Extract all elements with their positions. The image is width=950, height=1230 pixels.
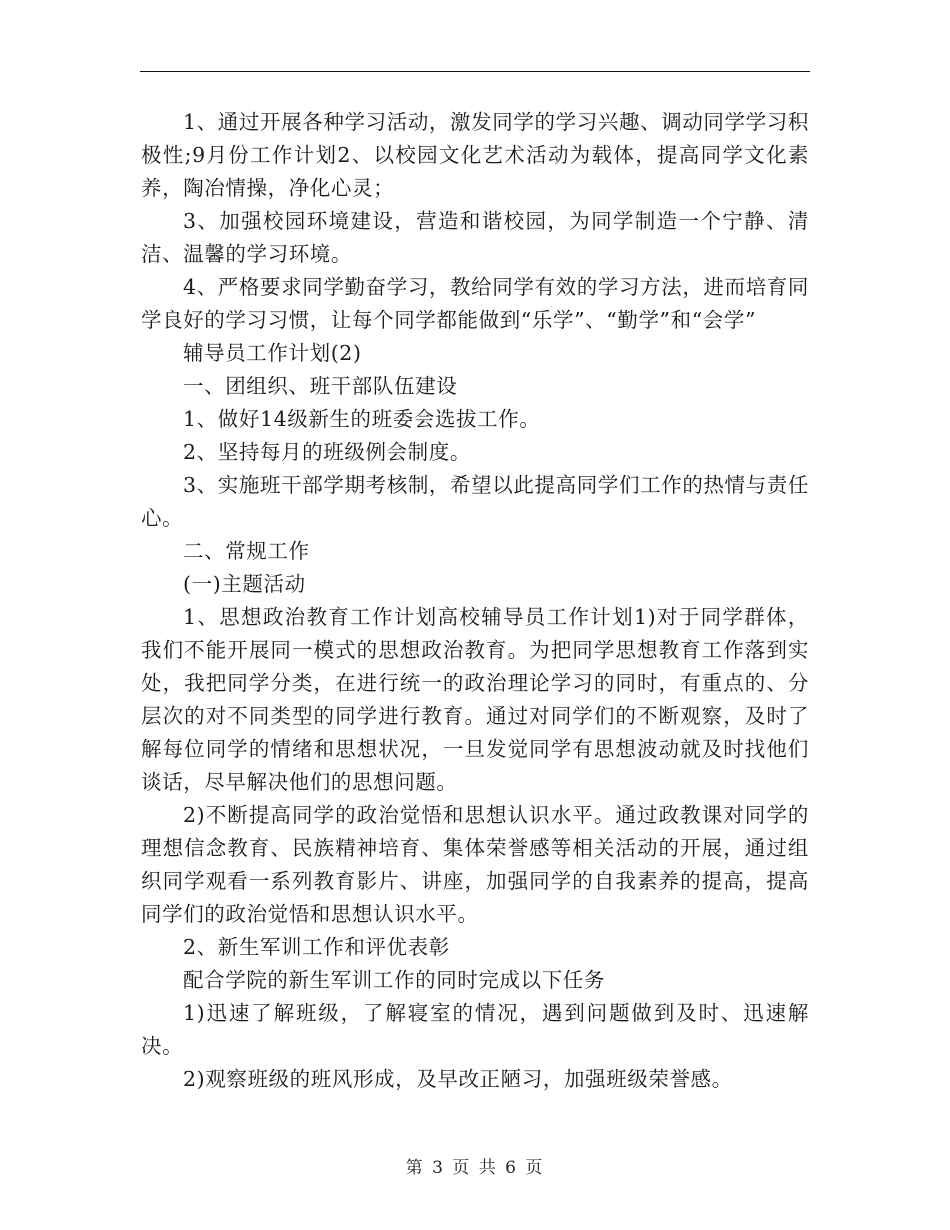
section-heading: 一、团组织、班干部队伍建设 bbox=[183, 374, 458, 398]
paragraph: 2、坚持每月的班级例会制度。 bbox=[183, 440, 471, 464]
paragraph: 3、加强校园环境建设，营造和谐校园，为同学制造一个宁静、清洁、温馨的学习环境。 bbox=[141, 209, 809, 266]
paragraph: 3、实施班干部学期考核制，希望以此提高同学们工作的热情与责任心。 bbox=[141, 473, 809, 530]
paragraph: 1)迅速了解班级，了解寝室的情况，遇到问题做到及时、迅速解决。 bbox=[141, 1001, 809, 1058]
paragraph: 2)不断提高同学的政治觉悟和思想认识水平。通过政教课对同学的理想信念教育、民族精神培育、集体荣誉感等相关活动的开展，通过组织同学观看一系列教育影片、讲座，加强同学的自我素养的提高，提高同学们的政治觉悟和思想认识水平。 bbox=[141, 803, 809, 926]
document-body bbox=[141, 106, 809, 1096]
header-rule bbox=[140, 71, 810, 72]
paragraph: 1、通过开展各种学习活动，激发同学的学习兴趣、调动同学学习积极性;9月份工作计划2、以校园文化艺术活动为载体，提高同学文化素养，陶冶情操，净化心灵； bbox=[141, 110, 809, 200]
paragraph: 1、做好14级新生的班委会选拔工作。 bbox=[183, 407, 541, 431]
paragraph: 1、思想政治教育工作计划高校辅导员工作计划1)对于同学群体，我们不能开展同一模式的思想政治教育。为把同学思想教育工作落到实处，我把同学分类，在进行统一的政治理论学习的同时，有重点的、分层次的对不同类型的同学进行教育。通过对同学们的不断观察，及时了解每位同学的情绪和思想状况，一旦发觉同学有思想波动就及时找他们谈话，尽早解决他们的思想问题。 bbox=[141, 605, 809, 794]
subsection-heading: 2、新生军训工作和评优表彰 bbox=[183, 935, 450, 959]
section-title: 辅导员工作计划(2) bbox=[183, 341, 362, 365]
section-heading: 二、常规工作 bbox=[183, 539, 310, 563]
paragraph: 4、严格要求同学勤奋学习，教给同学有效的学习方法，进而培育同学良好的学习习惯，让每个同学都能做到“乐学”、“勤学”和“会学” bbox=[141, 275, 809, 332]
paragraph: 2)观察班级的班风形成，及早改正陋习，加强班级荣誉感。 bbox=[183, 1067, 733, 1091]
page-number: 第 3 页 共 6 页 bbox=[405, 1158, 545, 1178]
paragraph: 配合学院的新生军训工作的同时完成以下任务 bbox=[183, 968, 605, 992]
subsection-heading: (一)主题活动 bbox=[183, 572, 306, 596]
